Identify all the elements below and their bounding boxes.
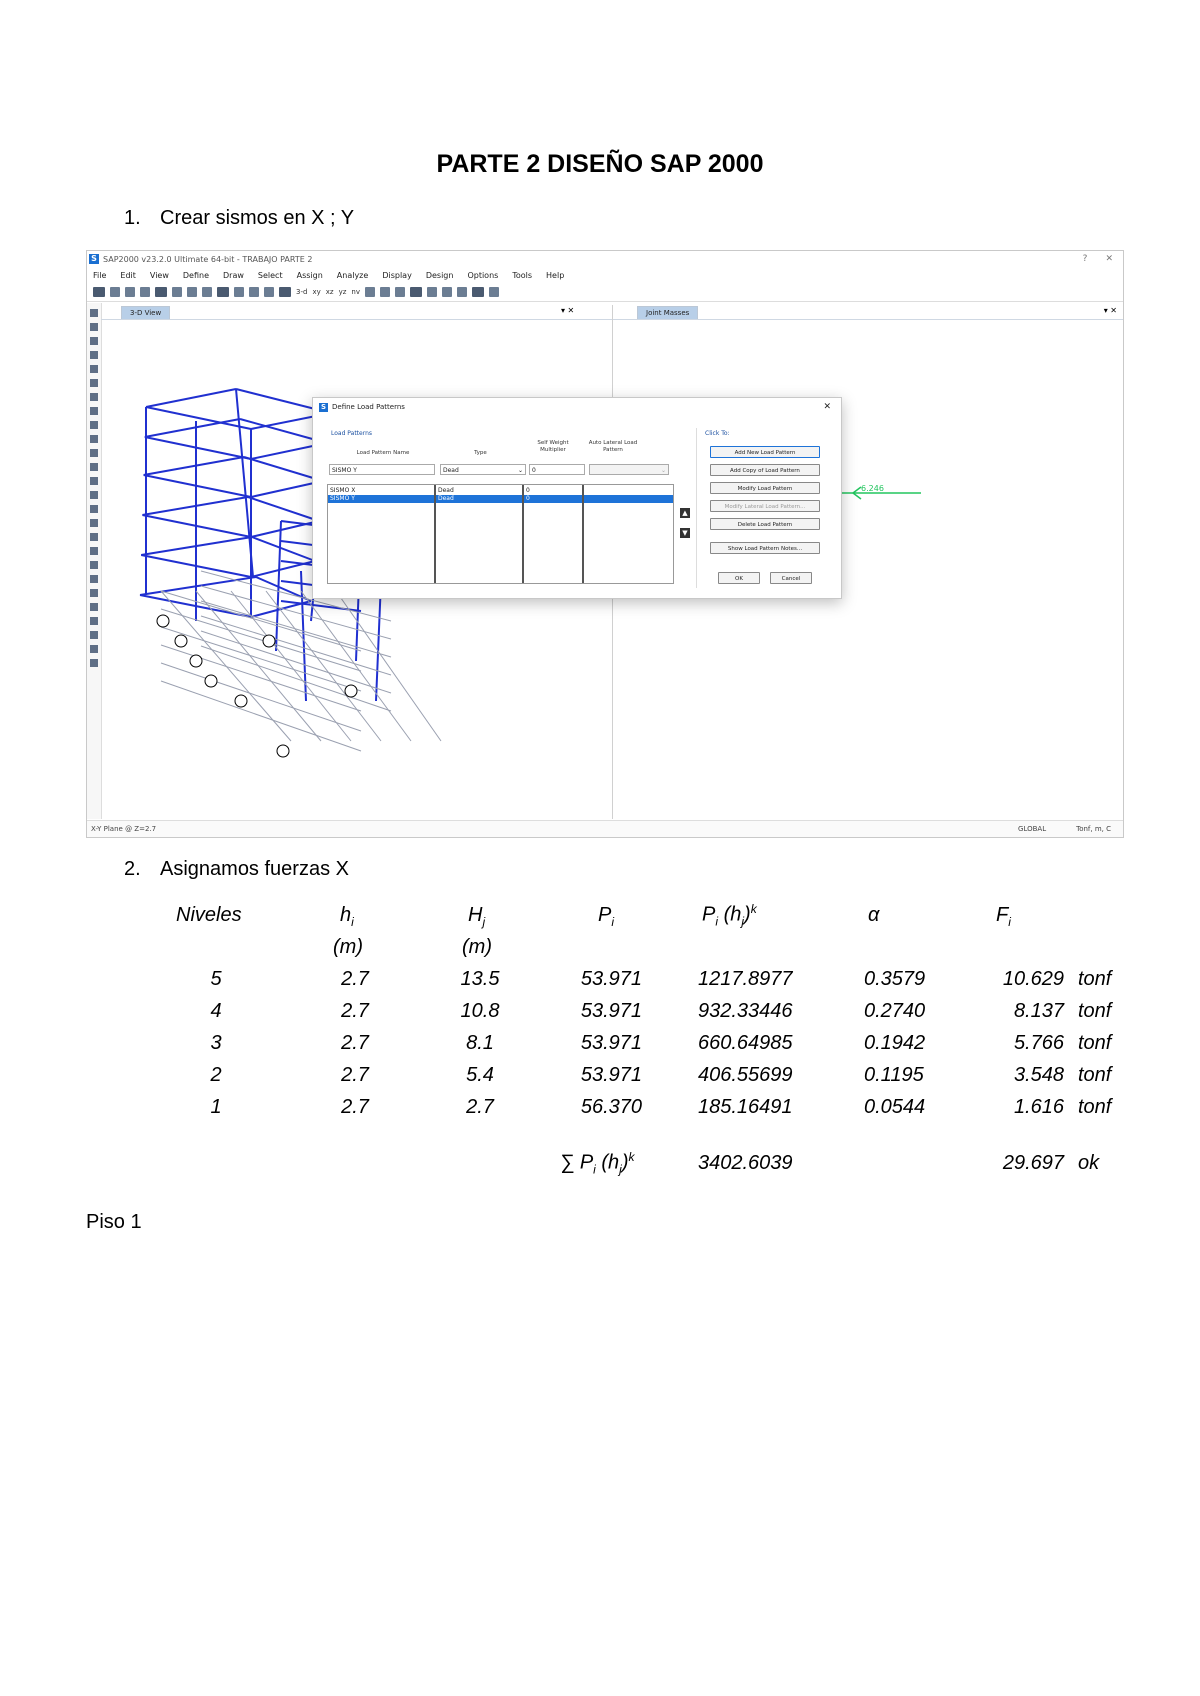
row-swm: 0: [526, 495, 530, 502]
table-cell-nivel: 4: [210, 1000, 222, 1022]
column-divider: [434, 485, 436, 583]
table-cell-unit: tonf: [1078, 968, 1112, 990]
sap2000-screenshot: [86, 250, 1124, 838]
row-swm: 0: [526, 487, 530, 494]
table-cell-unit: tonf: [1078, 1000, 1112, 1022]
total-ok: ok: [1078, 1152, 1100, 1174]
toolbar-tool-icon[interactable]: [217, 287, 229, 297]
toolbar-tool-icon[interactable]: [202, 287, 212, 297]
draw-tool-icon[interactable]: [90, 421, 98, 429]
menu-item-8[interactable]: Display: [382, 270, 412, 280]
document-title: PARTE 2 DISEÑO SAP 2000: [436, 150, 764, 178]
draw-tool-icon[interactable]: [90, 379, 98, 387]
col-header-self-weight: Self Weight Multiplier: [537, 440, 569, 453]
toolbar-tool-icon[interactable]: [140, 287, 150, 297]
grid-bubble-icon: [175, 635, 187, 647]
table-cell-Ph: 406.55699: [698, 1064, 793, 1086]
header-H-j: $H_j$: [468, 904, 486, 929]
sum-label: ∑ $P_i$ $(h_j)^k$: [560, 1150, 635, 1177]
toolbar-view-button[interactable]: xy: [312, 288, 321, 296]
column-divider: [522, 485, 524, 583]
status-bar: [87, 820, 1123, 837]
table-cell-unit: tonf: [1078, 1064, 1112, 1086]
table-cell-alpha: 0.2740: [864, 1000, 926, 1022]
header-P-i: $P_i$: [598, 904, 615, 929]
header-niveles: Niveles: [176, 904, 242, 926]
add-copy-load-pattern-button[interactable]: Add Copy of Load Pattern: [710, 464, 820, 476]
draw-tool-icon[interactable]: [90, 561, 98, 569]
dialog-close-icon[interactable]: ✕: [823, 402, 831, 412]
draw-tool-icon[interactable]: [90, 323, 98, 331]
table-cell-h: 2.7: [341, 1032, 369, 1054]
menu-bar: [87, 267, 1123, 283]
delete-load-pattern-button[interactable]: Delete Load Pattern: [710, 518, 820, 530]
dialog-app-icon: S: [320, 402, 327, 411]
draw-tool-icon[interactable]: [90, 351, 98, 359]
row-name: SISMO Y: [330, 495, 355, 502]
section-2-text: Asignamos fuerzas X: [160, 858, 349, 880]
grid-bubble-icon: [277, 745, 289, 757]
draw-tool-icon[interactable]: [90, 393, 98, 401]
help-icon[interactable]: ?: [1082, 254, 1088, 264]
toolbar-tool-icon[interactable]: [489, 287, 499, 297]
table-cell-F: 8.137: [1013, 1000, 1064, 1022]
chevron-down-icon: ⌄: [517, 467, 523, 474]
table-cell-F: 1.616: [1013, 1096, 1064, 1118]
dialog-separator: [696, 428, 697, 588]
toolbar-tool-icon[interactable]: [442, 287, 452, 297]
tab-3d-view[interactable]: 3-D View: [121, 306, 170, 319]
window-title: SAP2000 v23.2.0 Ultimate 64-bit - TRABAJO PARTE 2: [103, 254, 313, 264]
load-patterns-group-label: Load Patterns: [331, 430, 373, 437]
draw-tool-icon[interactable]: [90, 631, 98, 639]
section-1-number: 1.: [124, 207, 141, 229]
chevron-down-icon-disabled: ⌄: [660, 467, 666, 474]
toolbar-tool-icon[interactable]: [234, 287, 244, 297]
table-cell-F: 3.548: [1013, 1064, 1064, 1086]
draw-tool-icon[interactable]: [90, 337, 98, 345]
menu-item-9[interactable]: Design: [425, 270, 454, 280]
sap-app-icon: S: [89, 254, 99, 264]
col-header-auto-lateral: Auto Lateral Load Pattern: [588, 440, 638, 453]
add-new-load-pattern-button[interactable]: Add New Load Pattern: [710, 446, 820, 458]
table-cell-h: 2.7: [341, 1000, 369, 1022]
table-cell-H: 2.7: [466, 1096, 494, 1118]
column-divider: [582, 485, 584, 583]
table-cell-alpha: 0.0544: [864, 1096, 926, 1118]
grid-bubble-icon: [235, 695, 247, 707]
toolbar-tool-icon[interactable]: [380, 287, 390, 297]
row-type: Dead: [438, 487, 454, 494]
toolbar-view-button[interactable]: xz: [325, 288, 334, 296]
draw-tool-icon[interactable]: [90, 617, 98, 625]
draw-tool-icon[interactable]: [90, 547, 98, 555]
grid-bubble-icon: [190, 655, 202, 667]
draw-tool-icon[interactable]: [90, 519, 98, 527]
toolbar-tool-icon[interactable]: [187, 287, 197, 297]
grid-bubble-icon: [263, 635, 275, 647]
table-cell-P: 56.370: [580, 1096, 642, 1118]
menu-item-11[interactable]: Tools: [512, 270, 533, 280]
menu-item-5[interactable]: Select: [257, 270, 283, 280]
status-plane: X-Y Plane @ Z=2.7: [91, 825, 157, 833]
table-cell-Ph: 1217.8977: [698, 968, 793, 990]
piso-label: Piso 1: [86, 1211, 142, 1233]
col-header-name: Load Pattern Name: [356, 450, 410, 456]
toolbar-tool-icon[interactable]: [410, 287, 422, 297]
draw-tool-icon[interactable]: [90, 603, 98, 611]
click-to-label: Click To:: [705, 430, 730, 437]
menu-item-10[interactable]: Options: [467, 270, 499, 280]
modify-load-pattern-button[interactable]: Modify Load Pattern: [710, 482, 820, 494]
toolbar: [87, 283, 1123, 302]
toolbar-tool-icon[interactable]: [427, 287, 437, 297]
menu-item-12[interactable]: Help: [546, 270, 565, 280]
table-cell-H: 5.4: [466, 1064, 494, 1086]
table-cell-nivel: 5: [210, 968, 222, 990]
section-2: [124, 858, 349, 881]
draw-tool-icon[interactable]: [90, 435, 98, 443]
draw-tool-icon[interactable]: [90, 463, 98, 471]
grid-bubble-icon: [205, 675, 217, 687]
menu-item-3[interactable]: Define: [182, 270, 209, 280]
table-cell-unit: tonf: [1078, 1032, 1112, 1054]
draw-tool-icon[interactable]: [90, 533, 98, 541]
left-toolbar: [87, 303, 102, 819]
table-cell-F: 10.629: [1002, 968, 1064, 990]
section-1: [124, 207, 354, 230]
tab-joint-masses[interactable]: Joint Masses: [637, 306, 698, 319]
move-up-icon[interactable]: ▲: [680, 508, 690, 518]
close-window-icon[interactable]: ✕: [1105, 254, 1113, 264]
draw-tool-icon[interactable]: [90, 449, 98, 457]
dialog-titlebar: [313, 398, 841, 416]
table-cell-F: 5.766: [1013, 1032, 1064, 1054]
draw-tool-icon[interactable]: [90, 491, 98, 499]
window-titlebar: [87, 251, 1123, 267]
header-F-i: $F_i$: [996, 904, 1011, 929]
toolbar-view-button[interactable]: yz: [338, 288, 347, 296]
header-P-h-k: $P_i$ $(h_j)^k$: [702, 902, 757, 929]
table-cell-Ph: 185.16491: [698, 1096, 793, 1118]
table-cell-H: 10.8: [460, 1000, 500, 1022]
cancel-button[interactable]: Cancel: [770, 572, 812, 584]
list-item-selected[interactable]: [328, 495, 673, 503]
draw-tool-icon[interactable]: [90, 309, 98, 317]
table-cell-nivel: 2: [210, 1064, 222, 1086]
table-cell-P: 53.971: [580, 968, 642, 990]
toolbar-tool-icon[interactable]: [125, 287, 135, 297]
menu-item-2[interactable]: View: [149, 270, 169, 280]
menu-item-6[interactable]: Assign: [296, 270, 323, 280]
sum-value: 3402.6039: [698, 1152, 793, 1174]
toolbar-view-button[interactable]: 3-d: [296, 288, 308, 296]
show-load-pattern-notes-button[interactable]: Show Load Pattern Notes...: [710, 542, 820, 554]
toolbar-tool-icon[interactable]: [249, 287, 259, 297]
auto-lateral-select[interactable]: [589, 464, 669, 475]
draw-tool-icon[interactable]: [90, 407, 98, 415]
table-cell-unit: tonf: [1078, 1096, 1112, 1118]
table-cell-alpha: 0.3579: [864, 968, 926, 990]
move-down-icon[interactable]: ▼: [680, 528, 690, 538]
table-cell-h: 2.7: [341, 968, 369, 990]
load-type-value: Dead: [443, 467, 459, 474]
load-patterns-list[interactable]: [327, 484, 674, 584]
table-cell-nivel: 3: [210, 1032, 222, 1054]
row-type: Dead: [438, 495, 454, 502]
draw-tool-icon[interactable]: [90, 477, 98, 485]
toolbar-tool-icon[interactable]: [365, 287, 375, 297]
draw-tool-icon[interactable]: [90, 505, 98, 513]
draw-tool-icon[interactable]: [90, 645, 98, 653]
dialog-title: Define Load Patterns: [332, 403, 405, 411]
table-cell-P: 53.971: [580, 1064, 642, 1086]
toolbar-tool-icon[interactable]: [457, 287, 467, 297]
toolbar-tool-icon[interactable]: [155, 287, 167, 297]
load-pattern-name-input[interactable]: SISMO Y: [329, 464, 435, 475]
menu-item-4[interactable]: Draw: [223, 270, 244, 280]
table-cell-alpha: 0.1195: [864, 1064, 924, 1086]
draw-tool-icon[interactable]: [90, 575, 98, 583]
list-item[interactable]: [328, 487, 673, 495]
row-name: SISMO X: [330, 487, 356, 494]
table-cell-H: 13.5: [460, 968, 500, 990]
toolbar-tool-icon[interactable]: [110, 287, 120, 297]
toolbar-view-button[interactable]: nv: [351, 288, 360, 296]
menu-item-0[interactable]: File: [93, 270, 107, 280]
draw-tool-icon[interactable]: [90, 365, 98, 373]
table-cell-h: 2.7: [341, 1064, 369, 1086]
status-coord-system[interactable]: GLOBAL: [1018, 825, 1047, 833]
section-1-text: Crear sismos en X ; Y: [160, 207, 355, 229]
modify-lateral-load-pattern-button[interactable]: Modify Lateral Load Pattern...: [710, 500, 820, 512]
menu-item-1[interactable]: Edit: [120, 270, 136, 280]
section-2-number: 2.: [124, 858, 141, 880]
table-cell-Ph: 660.64985: [698, 1032, 793, 1054]
table-cell-h: 2.7: [341, 1096, 369, 1118]
table-cell-alpha: 0.1942: [864, 1032, 926, 1054]
table-cell-P: 53.971: [580, 1000, 642, 1022]
self-weight-input[interactable]: 0: [529, 464, 585, 475]
header-h-i: $h_i$: [340, 904, 354, 929]
header-h-unit: (m): [333, 936, 363, 958]
toolbar-tool-icon[interactable]: [264, 287, 274, 297]
table-cell-nivel: 1: [210, 1096, 222, 1118]
toolbar-tool-icon[interactable]: [472, 287, 484, 297]
ok-button[interactable]: OK: [718, 572, 760, 584]
table-cell-P: 53.971: [580, 1032, 642, 1054]
load-type-select[interactable]: [440, 464, 526, 475]
total-force: 29.697: [1002, 1152, 1064, 1174]
table-cell-H: 8.1: [466, 1032, 494, 1054]
status-units[interactable]: Tonf, m, C: [1076, 825, 1111, 833]
toolbar-tool-icon[interactable]: [172, 287, 182, 297]
grid-bubble-icon: [157, 615, 169, 627]
table-cell-Ph: 932.33446: [698, 1000, 793, 1022]
toolbar-tool-icon[interactable]: [279, 287, 291, 297]
draw-tool-icon[interactable]: [90, 589, 98, 597]
toolbar-tool-icon[interactable]: [93, 287, 105, 297]
header-H-unit: (m): [462, 936, 492, 958]
menu-item-7[interactable]: Analyze: [336, 270, 369, 280]
col-header-type: Type: [474, 450, 487, 456]
toolbar-tool-icon[interactable]: [395, 287, 405, 297]
draw-tool-icon[interactable]: [90, 659, 98, 667]
pane-close-icon[interactable]: ▾ ✕: [561, 306, 575, 315]
grid-bubble-icon: [345, 685, 357, 697]
pane-close-icon-right[interactable]: ▾ ✕: [1103, 306, 1117, 315]
mass-annotation: 6.246: [861, 484, 884, 493]
header-alpha: α: [868, 904, 880, 926]
define-load-patterns-dialog: [312, 397, 842, 599]
